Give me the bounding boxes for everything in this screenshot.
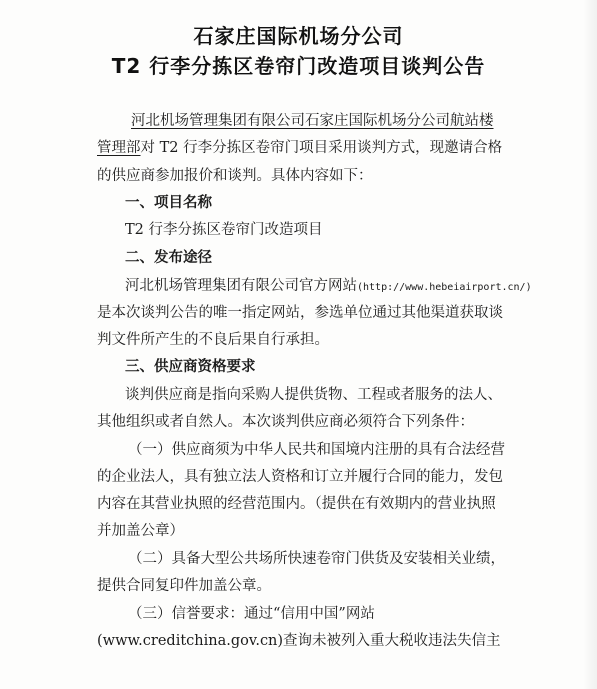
section3-p1-line2: 其他组织或者自然人。本次谈判供应商必须符合下列条件：: [97, 414, 474, 430]
section1-heading: 一、项目名称: [125, 195, 212, 211]
intro-line2: [97, 138, 502, 158]
section3-item1-line3: 内容在其营业执照的经营范围内。（提供在有效期内的营业执照: [97, 496, 496, 512]
section3-item1-line1: （一）供应商须为中华人民共和国境内注册的具有合法经营: [128, 442, 505, 458]
section3-item2-line1: （二）具备大型公共场所快速卷帘门供货及安装相关业绩，: [128, 551, 505, 567]
section3-item2-line2: 提供合同复印件加盖公章。: [97, 578, 271, 594]
section3-item1-line2: 的企业法人，具有独立法人资格和订立并履行合同的能力，发包: [97, 469, 503, 485]
section3-item1-line4: 并加盖公章）: [97, 523, 184, 539]
section2-line3: 判文件所产生的不良后果自行承担。: [97, 332, 329, 348]
section2-line2: 是本次谈判公告的唯一指定网站，参选单位通过其他渠道获取谈: [97, 305, 503, 321]
section2-heading: 二、发布途径: [125, 250, 212, 266]
section3-heading: 三、供应商资格要求: [125, 359, 256, 375]
intro-department: 管理部: [97, 140, 141, 156]
document-title-line1: 石家庄国际机场分公司: [193, 24, 404, 48]
section3-p1-line1: 谈判供应商是指向采购人提供货物、工程或者服务的法人、: [125, 387, 502, 403]
section3-item3-line2: (www.creditchina.gov.cn)查询未被列入重大税收违法失信主: [97, 633, 501, 649]
section3-item3-line1: （三）信誉要求：通过“信用中国”网站: [128, 606, 375, 622]
official-website-link[interactable]: (http://www.hebeiairport.cn/): [357, 282, 532, 293]
intro-organization: 河北机场管理集团有限公司石家庄国际机场分公司航站楼: [131, 113, 494, 129]
document-title-line2: T2 行李分拣区卷帘门改造项目谈判公告: [111, 54, 486, 78]
section1-body: T2 行李分拣区卷帘门改造项目: [125, 222, 323, 238]
intro-line1: [131, 111, 494, 131]
intro-line2-text: 对 T2 行李分拣区卷帘门项目采用谈判方式，现邀请合格: [140, 140, 503, 156]
intro-line3: 的供应商参加报价和谈判。具体内容如下：: [97, 168, 373, 184]
section2-line1: [125, 276, 532, 298]
official-website-text: 河北机场管理集团有限公司官方网站: [125, 278, 357, 294]
scan-shadow: [583, 0, 597, 689]
